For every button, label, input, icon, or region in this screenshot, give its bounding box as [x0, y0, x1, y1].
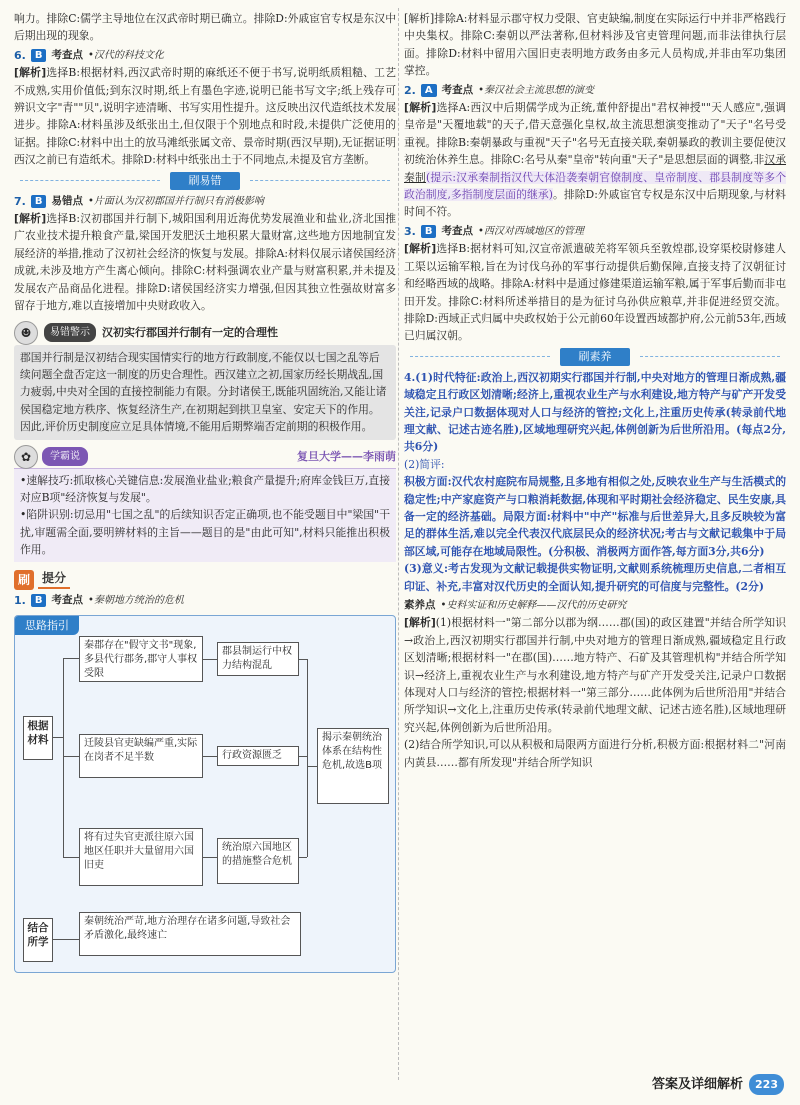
connector [299, 756, 307, 757]
arrow [203, 857, 217, 858]
analysis-label: [解析] [14, 212, 47, 226]
flow-box-fact-2: 迁陵县官吏缺编严重,实际在岗者不足半数 [79, 734, 203, 778]
q6-analysis [14, 64, 396, 168]
suyang-header [404, 597, 786, 614]
right-column [404, 10, 786, 771]
kp-text: •西汉对西域地区的管理 [477, 225, 584, 237]
analysis-label: [解析] [14, 66, 47, 80]
q4-answer-2-title: (2)简评: [404, 457, 445, 471]
xueba-source: 复旦大学——李雨萌 [297, 449, 396, 463]
q3-analysis [404, 240, 786, 344]
q1-analysis-continuation: [解析]排除A:材料显示郡守权力受限、官吏缺编,制度在实际运行中并非严格践行中央集权。排除C:秦朝以严法著称,但材料涉及官吏管理问题,而非法律执行层面。排除D:材料中留用六国旧吏表明地方政务由多元人员构成,并非由军功集团掌控。 [404, 12, 786, 78]
thinking-guide-header: 思路指引 [15, 616, 79, 635]
arrow [307, 766, 317, 767]
flow-box-conclusion: 揭示秦朝统治体系在结构性危机,故选B项 [317, 728, 389, 804]
xueba-header [14, 446, 396, 469]
q7-header [14, 193, 396, 210]
connector [63, 857, 79, 858]
suyang-label: 素养点 [404, 599, 436, 611]
section-banner-suyang: 刷素养 [560, 348, 630, 366]
flow-box-result-2: 行政资源匮乏 [217, 746, 299, 766]
page-footer [652, 1074, 784, 1095]
tifen-label: 提分 [38, 570, 70, 589]
suyang-text: •史料实证和历史解释——汉代的历史研究 [440, 600, 627, 611]
xueba-body [14, 469, 396, 562]
flow-box-result-1: 郡县制运行中权力结构混乱 [217, 642, 299, 676]
kp-text: •秦朝地方统治的危机 [87, 594, 184, 606]
q7-analysis [14, 210, 396, 314]
kp-label: 考查点 [51, 593, 83, 606]
warning-header [14, 321, 396, 345]
kp-label: 考查点 [441, 224, 473, 237]
arrow [203, 659, 217, 660]
question-number: 4. [404, 370, 416, 384]
flow-box-fact-3: 将有过失官吏派往原六国地区任职并大量留用六国旧吏 [79, 828, 203, 886]
analysis-text-2: 。排除D:外戚宦官专权是东汉中后期现象,与材料时间不符。 [404, 188, 786, 219]
kp-text: •汉代的科技文化 [87, 49, 164, 61]
flow-box-result-3: 统治原六国地区的措施整合危机 [217, 838, 299, 884]
analysis-text: 选择B:根据材料,西汉武帝时期的麻纸还不便于书写,说明纸质粗糙、工艺不成熟,实用价值低;到东汉时期,纸上有墨色字迹,说明已能书写文字;纸上残存可辨识文字"青""贝",说明字迹清晰、书写实用性提升。这反映出汉代造纸技术发展进步。排除A:材料虽涉及纸张出土,但仅限于个别地点和时段,未提供广泛使用的证据。排除C:材料中出土的放马滩纸张属文帝、景帝时期(西汉早期),无证据证明西汉之前已有造纸术。排除D:材料中纸张出土于不同地点,未提及官方垄断。 [14, 66, 397, 167]
tifen-section-header [14, 570, 396, 590]
q1-header [14, 592, 396, 609]
owl-mascot-icon: ✿ [14, 445, 38, 469]
label-material: 根据材料 [23, 716, 53, 760]
q4-analysis-1 [404, 614, 786, 736]
connector [299, 659, 307, 660]
warning-tag: 易错警示 [44, 323, 96, 342]
xueba-box [14, 446, 396, 562]
section-banner-yicuo: 刷易错 [170, 172, 240, 190]
connector [63, 756, 79, 757]
answer-badge: B [421, 225, 437, 238]
q6-header [14, 47, 396, 64]
answer-badge: B [31, 594, 47, 607]
q4-answer-1 [404, 369, 786, 456]
q2-header [404, 82, 786, 99]
left-column [14, 10, 396, 973]
flow-box-knowledge: 秦朝统治严苛,地方治理存在诸多问题,导致社会矛盾激化,最终速亡 [79, 912, 301, 956]
mascot-icon: ☻ [14, 321, 38, 345]
label-knowledge: 结合所学 [23, 918, 53, 962]
arrow [203, 756, 217, 757]
analysis-text: 选择B:汉初郡国并行制下,城阳国利用近海优势发展渔业和盐业,济北国推广农业技术提升粮食产量,梁国开发肥沃土地积累大量财富,这些地方因地制宜发展经济的举措,推动了汉初社会经济的恢复与发展。排除A:材料仅展示诸侯国经济成就,未涉及地方产生离心倾向。排除C:材料强调农业产量与财富积累,并未提及发展农产品商品化进程。排除D:诸侯国经济实力增强,但因其独立性强故财富多留存于地方,难以直接增加中央财政收入。 [14, 212, 397, 313]
flow-box-fact-1: 秦郡存在"假守文书"现象,多县代行郡务,郡守人事权受限 [79, 636, 203, 682]
kp-label: 考查点 [51, 48, 83, 61]
analysis-text: (1)根据材料一"第二部分以郡为纲……郡(国)的政区建置"并结合所学知识→政治上,西汉初期实行郡国并行制,中央对地方的管理日渐成熟,疆域稳定且行政区划清晰;根据材料一"在郡(国)……地方特产、石矿及其管理机构"并结合所学知识→经济上,重视农业生产与水利建设,地方特产与矿产开发受关注,记录户口数据体现对人口与经济的管控;根据材料一"第三部分……此体例为后世所沿用"并结合所学知识→文化上,注重历史传承(转录前代地理文献、记述古迹名胜),区域地理研究兴起,体例创新为后世所沿用。 [404, 616, 786, 734]
connector [299, 857, 307, 858]
q5-continuation: 响力。排除C:儒学主导地位在汉武帝时期已确立。排除D:外戚宦官专权是东汉中后期出现的现象。 [14, 12, 396, 43]
thinking-guide-diagram [14, 615, 396, 973]
q2-analysis [404, 99, 786, 221]
hint-text: (提示:汉承秦制指汉代大体沿袭秦朝官僚制度、皇帝制度、郡县制度等多个政治制度,多指制度层面的继承) [404, 170, 786, 202]
warning-title: 汉初实行郡国并行制有一定的合理性 [102, 325, 278, 339]
connector [53, 939, 79, 940]
analysis-label: [解析] [404, 101, 437, 115]
answer-badge: B [31, 49, 47, 62]
warning-body: 郡国并行制是汉初结合现实国情实行的地方行政制度,不能仅以七国之乱等后续问题全盘否定这一制度的历史合理性。西汉建立之初,国家历经长期战乱,国力疲弱,中央对全国的直接控制能力有限。分封诸侯王,既能巩固统治,又能让诸侯国稳定地方秩序、恢复经济生产,在初期起到拱卫皇室、安定天下的作用。因此,评价历史制度应立足具体情境,不能用后期弊端否定前期的积极作用。 [14, 345, 396, 440]
question-number: 7. [14, 194, 26, 208]
answer-badge: B [31, 195, 47, 208]
column-divider [398, 8, 399, 1080]
page-number: 223 [749, 1074, 784, 1095]
analysis-label: [解析] [404, 242, 437, 256]
connector [63, 658, 64, 858]
connector [307, 659, 308, 857]
q4-answer-3: (3)意义:考古发现为文献记载提供实物证明,文献则系统梳理历史信息,二者相互印证、补充,丰富对汉代历史的全面认知,提升研究的可信度与完整性。(2分) [404, 562, 786, 593]
xueba-tag: 学霸说 [42, 447, 88, 466]
kp-label: 考查点 [441, 83, 474, 96]
analysis-label: [解析] [404, 616, 436, 630]
term-hancheng-qinzhi: 汉承秦制 [404, 153, 787, 184]
connector [63, 658, 79, 659]
shua-icon: 刷 [14, 570, 34, 590]
connector [53, 737, 63, 738]
analysis-text-1: 选择A:西汉中后期儒学成为正统,董仲舒提出"君权神授""天人感应",强调皇帝是"天覆地载"的天子,借天意强化皇权,故主流思想演变推动了"天子"名号受重视。排除B:秦朝暴政与重视"天子"名号无直接关联,秦朝暴政的教训主要促使汉初统治休养生息。排除C:名号从秦"皇帝"转向重"天子"是思想层面的调整,非 [404, 101, 786, 167]
footer-title: 答案及详细解析 [652, 1076, 744, 1092]
question-number: 2. [404, 83, 416, 97]
kp-text: •片面认为汉初郡国并行制只有消极影响 [87, 195, 264, 207]
question-number: 3. [404, 224, 416, 238]
answer-part-1: (1)时代特征:政治上,西汉初期实行郡国并行制,中央对地方的管理日渐成熟,疆域稳定且行政区划清晰;经济上,重视农业生产与水利建设,地方特产与矿产开发受关注,记录户口数据体现对人口与经济的管控;文化上,注重历史传承(转录前代地理文献、记述古迹名胜),区域地理研究兴起,体例创新为后世所沿用。(每点2分,共6分) [404, 370, 786, 454]
xueba-tip-1: •速解技巧:抓取核心关键信息:发展渔业盐业;粮食产量提升;府库金钱巨万,直接对应B项"经济恢复与发展"。 [20, 473, 390, 504]
question-number: 6. [14, 48, 26, 62]
q4-analysis-2: (2)结合所学知识,可以从积极和局限两方面进行分析,积极方面:根据材料二"河南内黄县……都有所发现"并结合所学知识 [404, 738, 786, 769]
answer-badge: A [421, 84, 437, 97]
kp-text: •秦汉社会主流思想的演变 [478, 84, 594, 96]
analysis-text: 选择B:据材料可知,汉宣帝派遣破羌将军领兵至敦煌郡,设穿渠校尉修建人工渠以运输军粮,旨在为讨伐乌孙的军事行动提供后勤保障,直接支持了汉朝征讨和经略西域的战略。排除A:材料中是通过修建渠道运输军粮,属于军事后勤而非屯田开发。排除C:材料所述举措目的是为征讨乌孙供应粮草,并非促进经贸交流。排除D:西域正式归属中央政权始于公元前60年设置西域都护府,公元前53年,西域已归属汉朝。 [404, 242, 787, 343]
warning-box [14, 321, 396, 440]
q3-header [404, 223, 786, 240]
q4-answer-2: 积极方面:汉代农村庭院布局规整,且多地有相似之处,反映农业生产与生活模式的稳定性;中产家庭资产与口粮消耗数据,体现和平时期社会经济稳定、民生安康,具备一定的经济基础。局限方面:材料中"中产"标准与后世差异大,且多反映较为富足的群体生活,难以完全代表汉代底层民众的经济状况;考古与文献记载集中于局部区域,可能存在地域局限性。(分积极、消极两方面作答,每方面3分,共6分) [404, 475, 786, 558]
kp-label: 易错点 [51, 194, 83, 207]
question-number: 1. [14, 593, 26, 607]
xueba-tip-2: •陷阱识别:切忌用"七国之乱"的后续知识否定正确项,也不能受题目中"梁国"干扰,审题需全面,要明辨材料的主旨——题目的是"由此可知",材料只能推出积极作用。 [20, 508, 390, 557]
